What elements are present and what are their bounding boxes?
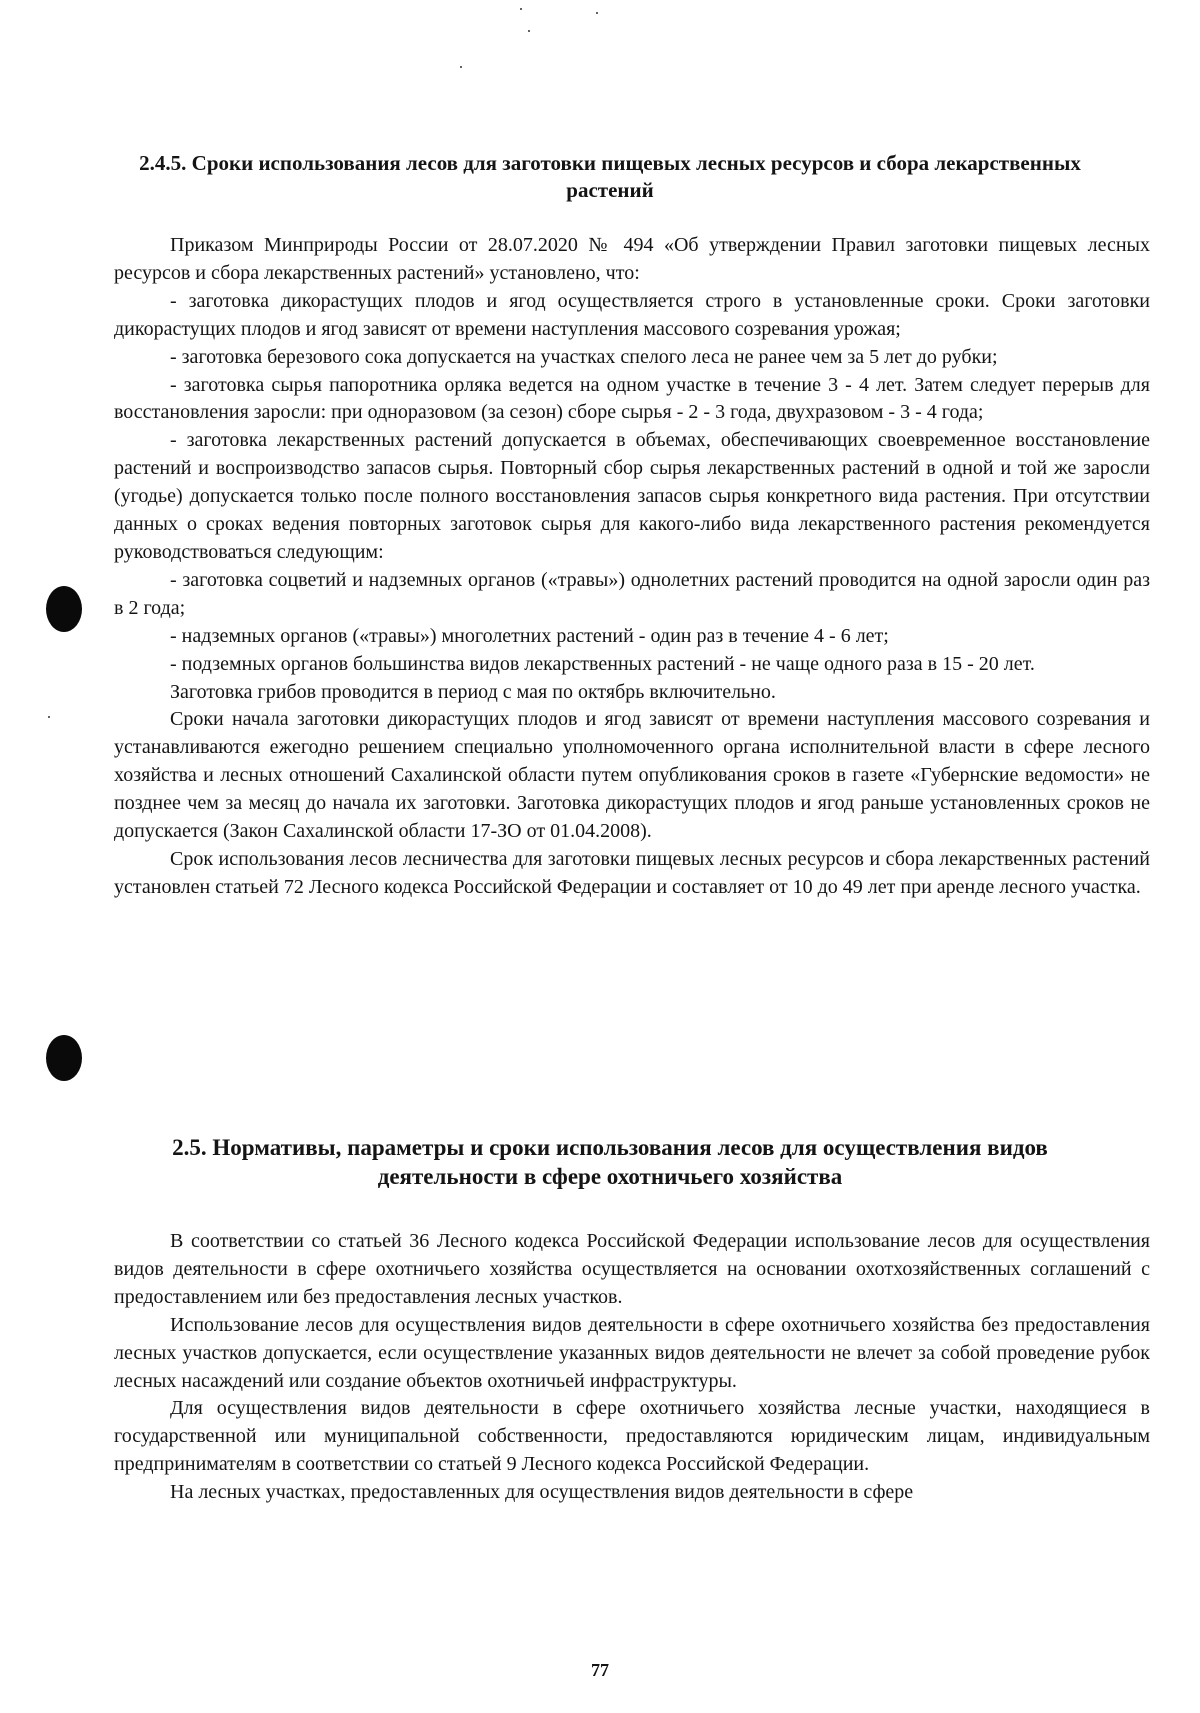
scan-speck xyxy=(520,8,522,10)
paragraph: В соответствии со статьей 36 Лесного кодекса Российской Федерации использование лесов для осуществления видов деятельности в сфере охотничьего хозяйства осуществляется на основании охотхозяйственных соглашений с предоставлением или без предоставления лесных участков. xyxy=(114,1230,1150,1308)
paragraph: - заготовка лекарственных растений допускается в объемах, обеспечивающих своевременное восстановление растений и воспроизводство запасов сырья. Повторный сбор сырья лекарственных растений в одной и той же заросли (угодье) допускается только после полного восстановления запасов сырья конкретного вида растения. При отсутствии данных о сроках ведения повторных заготовок сырья для какого-либо вида лекарственного растения рекомендуется руководствоваться следующим: xyxy=(114,429,1150,563)
section-body-2-5 xyxy=(114,1228,1150,1507)
paragraph: - подземных органов большинства видов лекарственных растений - не чаще одного раза в 15 - 20 лет. xyxy=(170,652,1035,675)
section-heading-2-5: 2.5. Нормативы, параметры и сроки использования лесов для осуществления видов деятельности в сфере охотничьего хозяйства xyxy=(172,1135,1048,1189)
paragraph: - надземных органов («травы») многолетних растений - один раз в течение 4 - 6 лет; xyxy=(170,624,889,647)
section-heading-2-4-5: 2.4.5. Сроки использования лесов для заготовки пищевых лесных ресурсов и сбора лекарственных растений xyxy=(139,151,1081,202)
paragraph: - заготовка сырья папоротника орляка ведется на одном участке в течение 3 - 4 лет. Затем следует перерыв для восстановления заросли: при одноразовом (за сезон) сборе сырья - 2 - 3 года, двухразовом - 3 - 4 года; xyxy=(114,373,1150,424)
paragraph: На лесных участках, предоставленных для осуществления видов деятельности в сфере xyxy=(170,1481,914,1504)
scan-speck xyxy=(528,30,530,32)
binder-punch-hole xyxy=(46,586,82,632)
paragraph: Срок использования лесов лесничества для заготовки пищевых лесных ресурсов и сбора лекарственных растений установлен статьей 72 Лесного кодекса Российской Федерации и составляет от 10 до 49 лет при аренде лесного участка. xyxy=(114,847,1150,898)
paragraph: Использование лесов для осуществления видов деятельности в сфере охотничьего хозяйства без предоставления лесных участков допускается, если осуществление указанных видов деятельности не влечет за собой проведение рубок лесных насаждений или создание объектов охотничьей инфраструктуры. xyxy=(114,1313,1150,1392)
paragraph: Сроки начала заготовки дикорастущих плодов и ягод зависят от времени наступления массового созревания и устанавливаются ежегодно решением специально уполномоченного органа исполнительной власти в сфере лесного хозяйства и лесных отношений Сахалинской области путем опубликования сроков в газете «Губернские ведомости» не позднее чем за месяц до начала их заготовки. Заготовка дикорастущих плодов и ягод раньше установленных сроков не допускается (Закон Сахалинской области 17-ЗО от 01.04.2008). xyxy=(114,708,1150,843)
paragraph: - заготовка дикорастущих плодов и ягод осуществляется строго в установленные сроки. Сроки заготовки дикорастущих плодов и ягод зависят от времени наступления массового созревания урожая; xyxy=(114,289,1150,340)
paragraph: Заготовка грибов проводится в период с мая по октябрь включительно. xyxy=(170,680,776,703)
section-body-2-4-5 xyxy=(114,232,1150,902)
scan-speck xyxy=(460,66,462,68)
page-number: 77 xyxy=(591,1660,609,1680)
binder-punch-hole xyxy=(46,1035,82,1081)
paragraph: - заготовка соцветий и надземных органов («травы») однолетних растений проводится на одной заросли один раз в 2 года; xyxy=(114,568,1150,619)
scan-speck xyxy=(596,12,598,14)
paragraph: Для осуществления видов деятельности в сфере охотничьего хозяйства лесные участки, находящиеся в государственной или муниципальной собственности, предоставляются юридическим лицам, индивидуальным предпринимателям в соответствии со статьей 9 Лесного кодекса Российской Федерации. xyxy=(114,1397,1150,1476)
paragraph: Приказом Минприроды России от 28.07.2020 № 494 «Об утверждении Правил заготовки пищевых лесных ресурсов и сбора лекарственных растений» установлено, что: xyxy=(114,234,1150,284)
scan-speck xyxy=(48,716,50,718)
paragraph: - заготовка березового сока допускается на участках спелого леса не ранее чем за 5 лет до рубки; xyxy=(170,345,998,368)
